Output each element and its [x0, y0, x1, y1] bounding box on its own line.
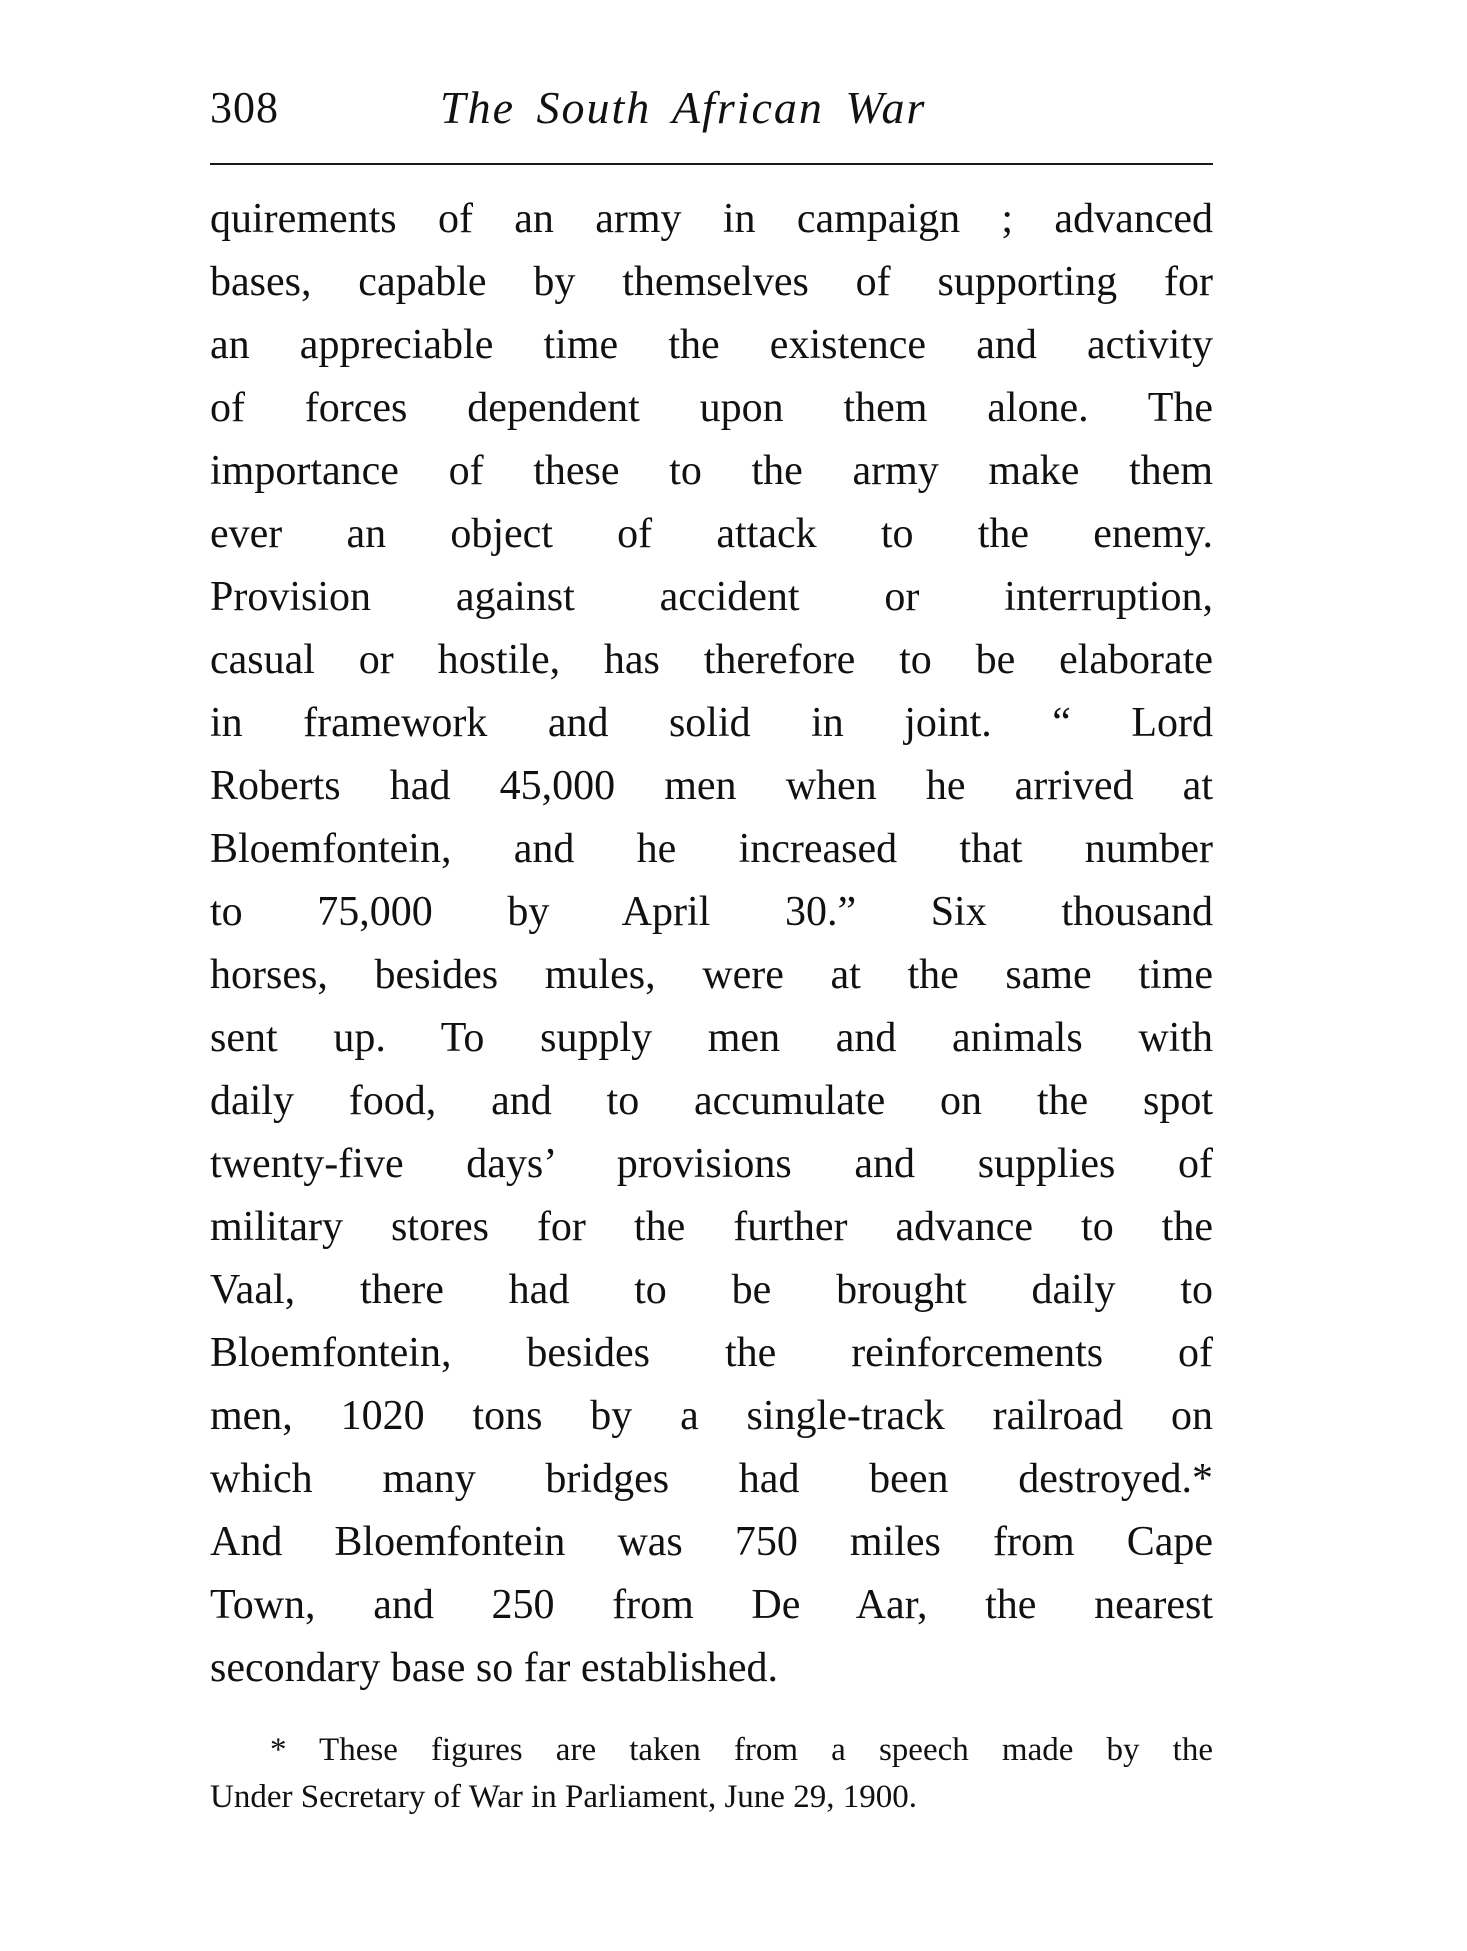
body-paragraph: [210, 188, 1213, 1700]
text-line: Roberts had 45,000 men when he arrived at: [210, 763, 1213, 809]
page-number: 308: [210, 83, 279, 132]
text-line: Town, and 250 from De Aar, the nearest: [210, 1582, 1213, 1628]
text-line: ever an object of attack to the enemy.: [210, 511, 1213, 557]
text-line: casual or hostile, has therefore to be elaborate: [210, 637, 1213, 683]
text-line: And Bloemfontein was 750 miles from Cape: [210, 1519, 1213, 1565]
text-line: Provision against accident or interruption,: [210, 574, 1213, 620]
text-line: to 75,000 by April 30.” Six thousand: [210, 889, 1213, 935]
header-rule-divider: [210, 163, 1213, 165]
footnote-line: * These figures are taken from a speech made by the: [270, 1732, 1213, 1768]
running-head: [210, 78, 1213, 138]
text-line: quirements of an army in campaign ; advanced: [210, 196, 1213, 242]
text-line: sent up. To supply men and animals with: [210, 1015, 1213, 1061]
text-line: horses, besides mules, were at the same time: [210, 952, 1213, 998]
text-line: bases, capable by themselves of supporting for: [210, 259, 1213, 305]
footnote: [210, 1727, 1213, 1821]
text-line: importance of these to the army make them: [210, 448, 1213, 494]
text-line: Bloemfontein, besides the reinforcements of: [210, 1330, 1213, 1376]
text-line: Bloemfontein, and he increased that number: [210, 826, 1213, 872]
text-line: secondary base so far established.: [210, 1645, 778, 1691]
text-line: Vaal, there had to be brought daily to: [210, 1267, 1213, 1313]
text-line: of forces dependent upon them alone. The: [210, 385, 1213, 431]
text-line: which many bridges had been destroyed.*: [210, 1456, 1213, 1502]
text-line: military stores for the further advance to the: [210, 1204, 1213, 1250]
text-line: daily food, and to accumulate on the spot: [210, 1078, 1213, 1124]
text-line: in framework and solid in joint. “ Lord: [210, 700, 1213, 746]
running-title: The South African War: [440, 82, 927, 133]
text-line: twenty-five days’ provisions and supplies of: [210, 1141, 1213, 1187]
text-line: an appreciable time the existence and activity: [210, 322, 1213, 368]
footnote-line: Under Secretary of War in Parliament, June 29, 1900.: [210, 1779, 917, 1815]
text-line: men, 1020 tons by a single-track railroad on: [210, 1393, 1213, 1439]
